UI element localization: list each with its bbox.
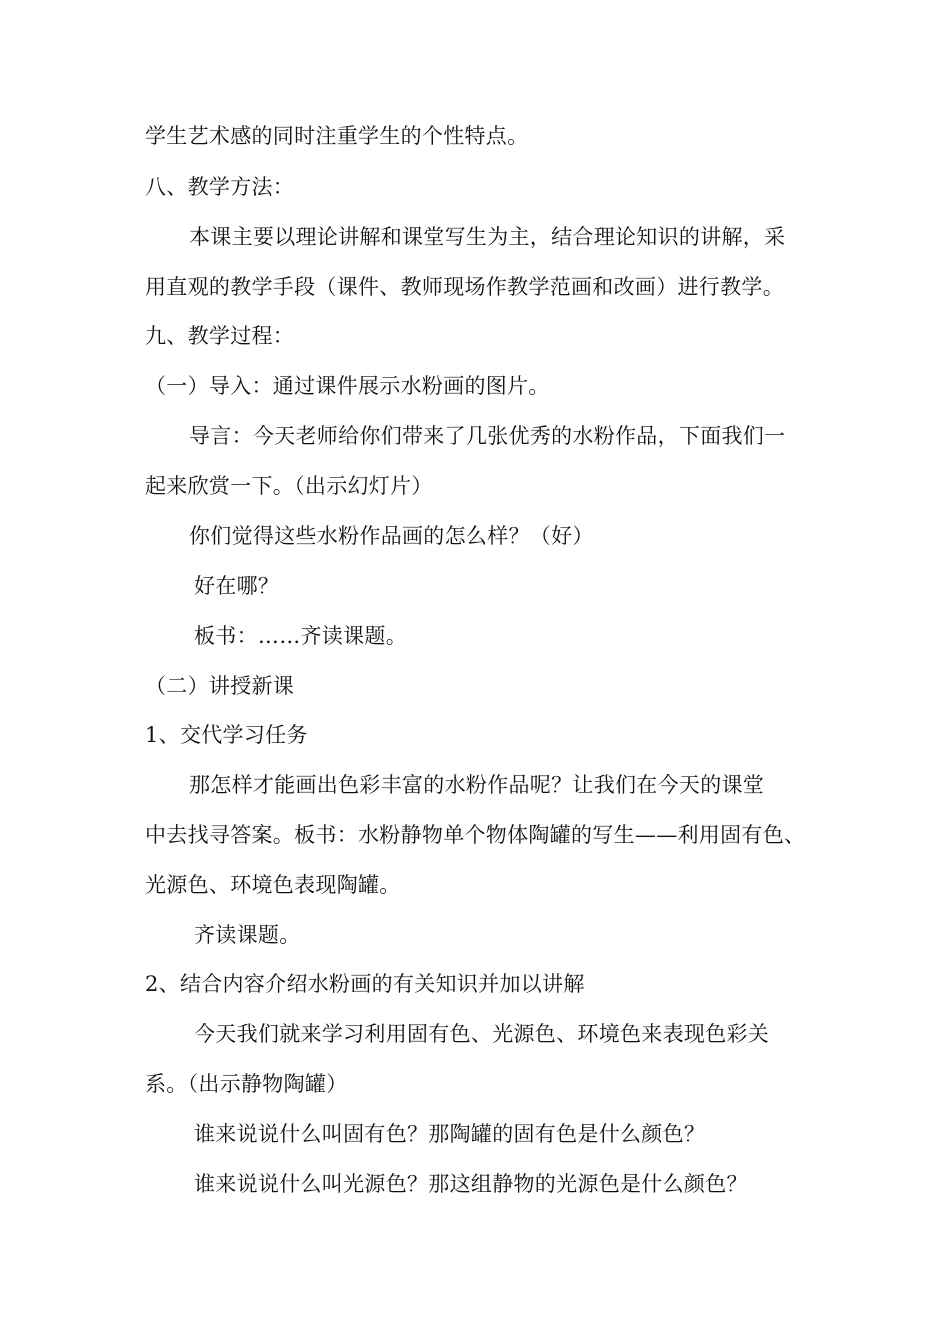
text-line: 中去找寻答案。板书：水粉静物单个物体陶罐的写生——利用固有色、 xyxy=(145,823,806,847)
text-line: 好在哪？ xyxy=(194,574,280,598)
text-line: 学生艺术感的同时注重学生的个性特点。 xyxy=(145,124,529,148)
text-line: 用直观的教学手段（课件、教师现场作教学范画和改画）进行教学。 xyxy=(145,275,784,299)
text-line: 板书：……齐读课题。 xyxy=(194,624,407,648)
numbered-heading: 2、结合内容介绍水粉画的有关知识并加以讲解 xyxy=(145,972,585,996)
subsection-heading: （二）讲授新课 xyxy=(145,674,295,698)
numbered-heading: 1、交代学习任务 xyxy=(145,723,308,747)
text-line: 光源色、环境色表现陶罐。 xyxy=(145,873,401,897)
text-line: 谁来说说什么叫光源色？那这组静物的光源色是什么颜色？ xyxy=(194,1172,748,1196)
text-line: 导言：今天老师给你们带来了几张优秀的水粉作品，下面我们一 xyxy=(189,424,786,448)
text-line: 起来欣赏一下。（出示幻灯片） xyxy=(145,474,433,498)
subsection-heading: （一）导入：通过课件展示水粉画的图片。 xyxy=(145,374,550,398)
text-line: 系。（出示静物陶罐） xyxy=(145,1072,348,1096)
text-line: 齐读课题。 xyxy=(194,923,301,947)
text-line: 谁来说说什么叫固有色？那陶罐的固有色是什么颜色？ xyxy=(194,1122,706,1146)
text-line: 今天我们就来学习利用固有色、光源色、环境色来表现色彩关 xyxy=(194,1022,770,1046)
text-line: 那怎样才能画出色彩丰富的水粉作品呢？让我们在今天的课堂 xyxy=(189,773,765,797)
text-line: 你们觉得这些水粉作品画的怎么样？（好） xyxy=(189,524,594,548)
section-heading: 九、教学过程： xyxy=(145,324,295,348)
text-line: 本课主要以理论讲解和课堂写生为主，结合理论知识的讲解，采 xyxy=(189,225,786,249)
section-heading: 八、教学方法： xyxy=(145,175,295,199)
